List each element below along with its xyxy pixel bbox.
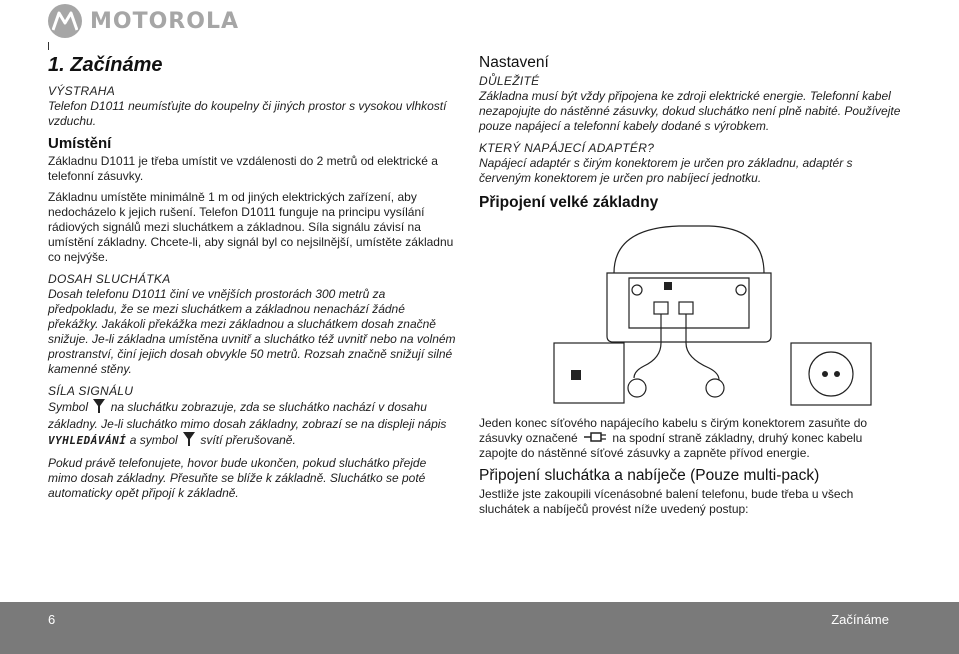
right-column [479, 52, 901, 523]
signal-text-c: a symbol [129, 433, 178, 448]
multipack-heading: Připojení sluchátka a nabíječe (Pouze multi-pack) [479, 467, 820, 485]
important-text: Základna musí být vždy připojena ke zdroji elektrické energie. Telefonní kabel nezapojujte do nástěnné zásuvky, dokud sluchátko není plně nabité. Používejte pouze napájecí a telefonní kabely dodané s výrobkem. [479, 89, 901, 133]
placement-paragraph-2: Základnu umístěte minimálně 1 m od jiných elektrických zařízení, aby nedocházelo k jejich rušení. Telefon D1011 funguje na principu vysílání rádiových signálů mezi sluchátkem a základnou. Síla signálu závisí na umístění základny. Chcete-li, aby signál byl co nejsilnější, umístěte základnu co nejvýše. [48, 190, 454, 264]
placement-heading: Umístění [48, 135, 112, 152]
setup-heading: Nastavení [479, 54, 549, 71]
signal-strength-icon [93, 399, 105, 417]
range-heading: DOSAH SLUCHÁTKA [48, 272, 171, 286]
signal-strength-icon [183, 432, 195, 450]
searching-lcd-text: VYHLEDÁVÁNÍ [48, 434, 127, 448]
signal-paragraph-2: Pokud právě telefonujete, hovor bude ukončen, pokud sluchátko přejde mimo dosah základny. Přesuňte se blíže k základně. Sluchátko se poté automaticky opět připojí k základně. [48, 456, 427, 500]
left-column [48, 52, 458, 507]
page-number: 6 [48, 612, 56, 627]
footer-section-title: Začínáme [831, 612, 889, 627]
power-socket-icon [583, 431, 607, 446]
motorola-batwing-icon [48, 4, 82, 38]
range-text: Dosah telefonu D1011 činí ve vnějších prostorách 300 metrů za předpokladu, že se mezi sluchátkem a základnou nenachází žádné překážky. Jakákoli překážka mezi základnou a sluchátkem dosah značně snižuje. Je-li základna umístěna uvnitř a sluchátko též uvnitř nebo na volném prostranství, činí jejich dosah obvykle 50 metrů. Rozsah značně snižují silné kamenné stěny. [48, 287, 456, 376]
placement-paragraph-1: Základnu D1011 je třeba umístit ve vzdálenosti do 2 metrů od elektrické a telefonní zásuvky. [48, 154, 438, 183]
motorola-logo [48, 2, 239, 40]
header-tick [48, 42, 49, 50]
logo-text: MOTOROLA [90, 8, 239, 34]
chapter-title: 1. Začínáme [48, 54, 163, 76]
signal-text-d: svítí přerušovaně. [200, 433, 296, 448]
signal-paragraph [48, 399, 458, 450]
warning-text: Telefon D1011 neumísťujte do koupelny či jiných prostor s vysokou vlhkostí vzduchu. [48, 99, 447, 128]
signal-text-b: na sluchátku zobrazuje, zda se sluchátko nachází v dosahu základny. Je-li sluchátko mimo dosah základny, zobrazí se na displeji nápis [48, 400, 447, 431]
important-heading: DŮLEŽITÉ [479, 74, 540, 88]
adapter-heading: KTERÝ NAPÁJECÍ ADAPTÉR? [479, 141, 655, 155]
connect-text-a: Jeden konec síťového napájecího kabelu s čirým konektorem zasuňte do zásuvky označené [479, 416, 868, 445]
signal-heading: SÍLA SIGNÁLU [48, 384, 134, 398]
multipack-text: Jestliže jste zakoupili vícenásobné balení telefonu, bude třeba u všech sluchátek a nabíječů provést níže uvedený postup: [479, 487, 854, 517]
page-footer [0, 602, 959, 654]
connect-heading: Připojení velké základny [479, 194, 659, 211]
signal-text-a: Symbol [48, 400, 89, 415]
connect-text-b: na spodní straně základny, druhý konec kabelu zapojte do nástěnné síťové zásuvky a zapněte přívod energie. [479, 431, 863, 461]
connect-paragraph [479, 416, 901, 461]
warning-heading: VÝSTRAHA [48, 84, 116, 98]
adapter-text: Napájecí adaptér s čirým konektorem je určen pro základnu, adaptér s červeným konektorem je určen pro nabíjecí jednotku. [479, 156, 853, 185]
base-connection-illustration [479, 218, 901, 408]
